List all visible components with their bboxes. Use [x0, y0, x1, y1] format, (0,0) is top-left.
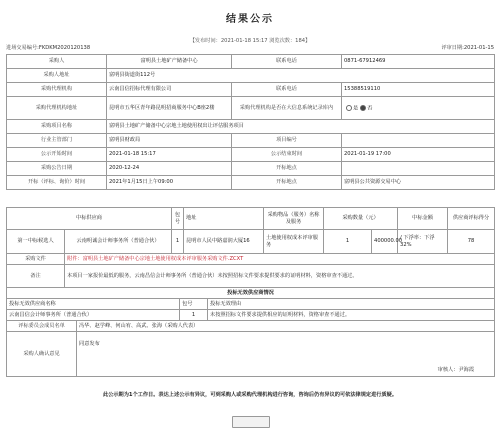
invalid-th-name: 投标无效供应商名称 — [7, 299, 180, 310]
project-no-label: 项目编号 — [232, 134, 342, 148]
invalid-table — [6, 287, 495, 377]
publish-info: 【发布时间：2021-01-18 15:17 浏览次数：184】 — [189, 38, 311, 44]
experts: 冯华、赵学峰、何山宥、高武、张海（采购人代表） — [77, 321, 495, 332]
notice-no: FKDKM2020120138 — [38, 45, 91, 51]
project-label: 采购项目名称 — [7, 120, 107, 134]
note-text: 本项目一家报价最低的服务，云南昌信会计师事务所（普通合伙）未按照招标文件要求提供要求的证明材料，资格审查不通过。 — [65, 265, 495, 288]
open-place — [342, 162, 495, 176]
buyer-addr-label: 采购人地址 — [7, 69, 107, 83]
open-time-label: 开标（评标、询价）时间 — [7, 176, 107, 190]
note-label: 备注 — [7, 265, 65, 288]
th-quantity: 采购数量（元） — [324, 208, 398, 230]
invalid-th-reason: 投标无效理由 — [208, 299, 495, 310]
doc-label: 采购文件 — [7, 254, 65, 265]
pub-end-label: 公示结束时间 — [232, 148, 342, 162]
pub-start: 2021-01-18 15:17 — [107, 148, 232, 162]
invalid-package: 1 — [180, 310, 208, 321]
buyer: 富明县土地矿产储备中心 — [107, 55, 232, 69]
notice-no-label: 进场交易编号: — [6, 45, 39, 51]
winner-quantity: 1 — [324, 230, 372, 254]
notice-date-label: 采购公告日期 — [7, 162, 107, 176]
info-table — [6, 54, 495, 190]
th-score: 供应商评标得分 — [448, 208, 495, 230]
buyer-label: 采购人 — [7, 55, 107, 69]
open-place-label: 开标地点 — [232, 162, 342, 176]
th-service: 采购物品（服务）名称及服务 — [264, 208, 324, 230]
buyer-phone-label: 联系电话 — [232, 55, 342, 69]
winner-supplier: 云南明诚会计师事务所（普通合伙） — [65, 230, 172, 254]
buyer-addr: 富明县街道街112号 — [107, 69, 495, 83]
winner-address: 昆明市人民中路嘉润大厦16 — [184, 230, 264, 254]
agency-addr: 昆明市五华区青年路昆明招商服务中心B座2楼 — [107, 97, 232, 120]
page-title: 结果公示 — [226, 14, 274, 25]
winner-quota: 400000.00 — [372, 230, 398, 254]
radio-no[interactable] — [360, 105, 366, 111]
project: 富明县土地矿产储备中心宗地土地使用权出让评估服务项目 — [107, 120, 495, 134]
buyer-phone: 0871-67912469 — [342, 55, 495, 69]
notice-date: 2020-12-24 — [107, 162, 232, 176]
review-date: 评审日期:2021-01-15 — [441, 45, 494, 51]
dept: 富明县财政局 — [107, 134, 232, 148]
doc-link-text[interactable]: 附件：富明县土地矿产储备中心宗地土地使用权成本评审服务采购文件.ZCXT — [67, 255, 244, 262]
agency-label: 采购代理机构 — [7, 83, 107, 97]
th-address: 地址 — [184, 208, 264, 230]
agency-phone: 15388519110 — [342, 83, 495, 97]
th-amount: 中标金额 — [398, 208, 448, 230]
th-supplier: 中标供应商 — [7, 208, 172, 230]
winner-service: 土地使用权成本评审服务 — [264, 230, 324, 254]
winner-table — [6, 207, 495, 288]
invalid-supplier: 云南昌信会计师事务所（普通合伙） — [7, 310, 180, 321]
opinion-text: 同意发布 — [79, 341, 100, 347]
invalid-th-package: 包号 — [180, 299, 208, 310]
invalid-reason: 未按照招标文件要求提供相应的证明材料，资格审查不通过。 — [208, 310, 495, 321]
doc-link[interactable] — [65, 254, 495, 265]
dept-label: 行业主管部门 — [7, 134, 107, 148]
experts-label: 评标委员会成员名单 — [7, 321, 77, 332]
open-time: 2021年1月15日上午09:00 — [107, 176, 232, 190]
winner-score: 78 — [448, 230, 495, 254]
radio-yes[interactable] — [346, 105, 352, 111]
pub-end: 2021-01-19 17:00 — [342, 148, 495, 162]
meta-bar — [6, 44, 494, 54]
agency-filed-label: 采购代理机构是否在大信息系统记录库内 — [232, 97, 342, 120]
open-site-label: 开标地点 — [232, 176, 342, 190]
footer-note: 此公示期为1个工作日。表达上述公示有异议，可到采购人或采购代理机构进行咨询，咨询后仍有异议的可依法律规定进行质疑。 — [102, 392, 398, 398]
open-site: 富明县公共资源交易中心 — [342, 176, 495, 190]
close-button[interactable] — [232, 416, 270, 428]
project-no — [342, 134, 495, 148]
reviewer: 审核人：尹海霞 — [437, 366, 475, 373]
winner-amount: / 下浮率：下浮32% — [398, 230, 448, 254]
agency-addr-label: 采购代理机构地址 — [7, 97, 107, 120]
winner-package: 1 — [172, 230, 184, 254]
opinion-label: 采购人确认意见 — [7, 332, 77, 377]
rank-label: 第一中标候选人 — [7, 230, 65, 254]
agency-phone-label: 联系电话 — [232, 83, 342, 97]
agency: 云南昌信招标代理有限公司 — [107, 83, 232, 97]
pub-start-label: 公示开始时间 — [7, 148, 107, 162]
agency-filed-options: 是 否 — [342, 97, 495, 120]
th-package: 包号 — [172, 208, 184, 230]
opinion-cell — [77, 332, 495, 377]
invalid-section-title: 投标无效供应商情况 — [7, 288, 495, 299]
